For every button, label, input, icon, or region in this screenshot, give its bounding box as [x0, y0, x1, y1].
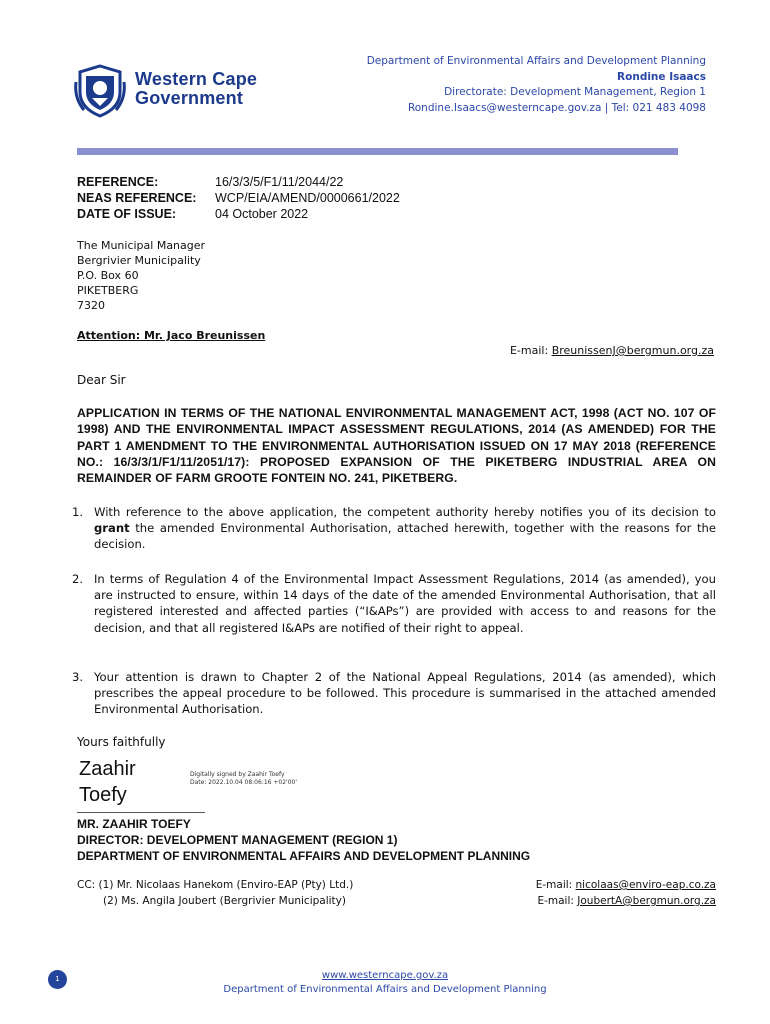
footer-department: Department of Environmental Affairs and Development Planning: [223, 984, 547, 995]
signature-line: [77, 812, 205, 813]
address-line: The Municipal Manager: [77, 239, 206, 252]
contact-tel: Tel: 021 483 4098: [611, 101, 706, 114]
western-cape-government-logo: [72, 62, 272, 120]
cc-email-link[interactable]: nicolaas@enviro-eap.co.za: [575, 879, 716, 891]
neas-reference-row: [77, 190, 400, 206]
directorate: Directorate: Development Management, Region 1: [444, 86, 706, 98]
contact-name: Rondine Isaacs: [617, 70, 706, 83]
digital-signature-stamp: [190, 771, 297, 787]
cc-email-row: [536, 877, 716, 893]
signatory-block: [77, 816, 530, 864]
cc-email-label: E-mail:: [537, 895, 578, 907]
recipient-address: [77, 238, 205, 313]
cc-email-label: E-mail:: [535, 879, 576, 891]
reference-block: [77, 174, 400, 222]
reference-value: 16/3/3/5/F1/11/2044/22: [215, 175, 344, 189]
logo-wordmark: [135, 70, 257, 108]
paragraph-text: Your attention is drawn to Chapter 2 of the National Appeal Regulations, 2014 (as amended), which prescribes the appeal procedure to be followed. This procedure is summarised in the attached amended Environmental Authorisation.: [94, 670, 716, 717]
contact-separator: |: [604, 101, 609, 114]
paragraph-number: 1.: [72, 505, 84, 519]
date-of-issue-value: 04 October 2022: [215, 207, 309, 221]
cc-line: (2) Ms. Angila Joubert (Bergrivier Municipality): [103, 895, 346, 907]
grant-emphasis: grant: [94, 521, 130, 536]
paragraph-3: [72, 669, 716, 718]
salutation: Dear Sir: [77, 373, 126, 387]
header-divider: [77, 148, 678, 155]
department-name: Department of Environmental Affairs and Development Planning: [366, 55, 706, 67]
coat-of-arms-icon: [72, 62, 128, 120]
signatory-title: DIRECTOR: DEVELOPMENT MANAGEMENT (REGION 1): [77, 833, 398, 847]
signature-last-name: Toefy: [79, 784, 127, 806]
department-contact-block: [367, 54, 706, 116]
paragraph-text-part: With reference to the above application, the competent authority hereby notifies you of its decision to: [94, 505, 716, 519]
attention-email-label: E-mail:: [509, 344, 552, 357]
cc-block: [77, 877, 353, 909]
date-of-issue-label: DATE OF ISSUE:: [77, 207, 177, 221]
signatory-name: MR. ZAAHIR TOEFY: [77, 817, 191, 831]
page-number-badge: 1: [48, 970, 67, 989]
cc-email-link[interactable]: JoubertA@bergmun.org.za: [577, 895, 716, 907]
signature-stamp-line: Digitally signed by Zaahir Toefy: [190, 771, 285, 778]
attention-email: [510, 344, 714, 357]
cc-line: CC: (1) Mr. Nicolaas Hanekom (Enviro-EAP (Pty) Ltd.): [77, 879, 354, 891]
address-line: 7320: [77, 299, 105, 312]
date-of-issue-row: [77, 206, 400, 222]
signatory-department: DEPARTMENT OF ENVIRONMENTAL AFFAIRS AND DEVELOPMENT PLANNING: [77, 849, 531, 863]
neas-reference-value: WCP/EIA/AMEND/0000661/2022: [215, 191, 400, 205]
contact-line: [367, 101, 706, 117]
contact-email[interactable]: Rondine.Isaacs@westerncape.gov.za: [407, 101, 602, 114]
attention-line: Attention: Mr. Jaco Breunissen: [77, 329, 266, 342]
paragraph-text: In terms of Regulation 4 of the Environmental Impact Assessment Regulations, 2014 (as amended), you are instructed to ensure, within 14 days of the date of the amended Environmental Authorisation, that all registered interested and affected parties (“I&APs”) are provided with access to and reasons for the decision, and that all registered I&APs are notified of their right to appeal.: [94, 572, 716, 635]
reference-label: REFERENCE:: [77, 175, 159, 189]
reference-row: [77, 174, 400, 190]
paragraph-1: [72, 504, 716, 553]
paragraph-text-part: the amended Environmental Authorisation, attached herewith, together with the reasons for the decision.: [94, 521, 716, 552]
paragraph-number: 2.: [72, 572, 84, 586]
footer-website-link[interactable]: www.westerncape.gov.za: [321, 970, 449, 981]
subject-heading: APPLICATION IN TERMS OF THE NATIONAL ENVIRONMENTAL MANAGEMENT ACT, 1998 (ACT NO. 107 OF 1998) AND THE ENVIRONMENTAL IMPACT ASSESSMENT REGULATIONS, 2014 (AS AMENDED) FOR THE PART 1 AMENDMENT TO THE ENVIRONMENTAL AUTHORISATION ISSUED ON 17 MAY 2018 (REFERENCE NO.: 16/3/3/1/F1/11/2051/17): PROPOSED EXPANSION OF THE PIKETBERG INDUSTRIAL AREA ON REMAINDER OF FARM GROOTE FONTEIN NO. 241, PIKETBERG.: [77, 406, 716, 486]
closing: Yours faithfully: [77, 735, 166, 749]
logo-line-1: Western Cape: [135, 69, 258, 89]
signature-first-name: Zaahir: [79, 758, 136, 780]
attention-email-link[interactable]: BreunissenJ@bergmun.org.za: [551, 344, 714, 357]
address-line: P.O. Box 60: [77, 269, 139, 282]
paragraph-2: [72, 571, 716, 636]
neas-reference-label: NEAS REFERENCE:: [77, 191, 197, 205]
cc-emails: [536, 877, 716, 909]
paragraph-text: [94, 504, 716, 553]
footer: [0, 969, 770, 997]
digital-signature-name[interactable]: [79, 756, 136, 808]
logo-line-2: Government: [135, 88, 244, 108]
paragraph-number: 3.: [72, 670, 84, 684]
signature-stamp-date: Date: 2022.10.04 08:06:16 +02'00': [190, 779, 297, 786]
cc-email-row: [536, 893, 716, 909]
address-line: Bergrivier Municipality: [77, 254, 201, 267]
address-line: PIKETBERG: [77, 284, 139, 297]
